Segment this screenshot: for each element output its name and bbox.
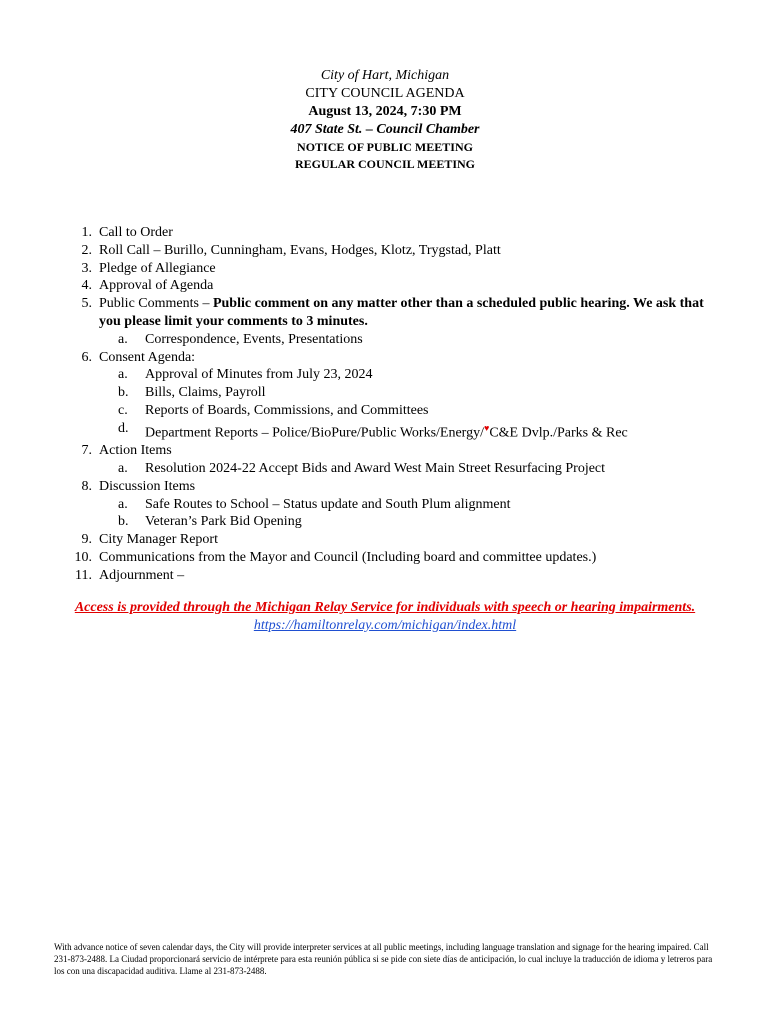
subitem-letter: a. [118,496,128,512]
item-text: Roll Call – Burillo, Cunningham, Evans, Hodges, Klotz, Trygstad, Platt [99,242,501,258]
agenda-item [72,242,722,260]
item-number: 4. [81,278,92,294]
agenda-item [72,349,722,367]
relay-service-notice [60,599,710,635]
item-number: 6. [81,349,92,365]
interpreter-footer: With advance notice of seven calendar days, the City will provide interpreter services at all public meetings, including language translation and signage for the hearing impaired. Call 231-873-2488. La Ciudad proporcionará servicio de intérprete para esta reunión pública si se pide con siete días de anticipación, lo cual incluye la traducción de idioma y letreros para los con una discapacidad auditiva. Llame al 231-873-2488. [54,942,713,976]
item-number: 8. [81,478,92,494]
agenda-item [72,277,722,295]
notice-label: NOTICE OF PUBLIC MEETING [297,140,473,154]
agenda-item [72,442,722,460]
item-number: 2. [81,242,92,258]
agenda-subitem [72,384,722,402]
item-text: Pledge of Allegiance [99,260,216,276]
item-text: City Manager Report [99,532,218,548]
subitem-text: Bills, Claims, Payroll [145,385,266,401]
subitem-text: Correspondence, Events, Presentations [145,331,363,347]
agenda-item [72,295,722,331]
item-number: 11. [75,567,92,583]
subitem-letter: a. [118,367,128,383]
agenda-item [72,549,722,567]
item-number: 3. [81,260,92,276]
subitem-letter: a. [118,461,128,477]
relay-service-link[interactable]: https://hamiltonrelay.com/michigan/index.html [253,618,517,633]
meeting-location: 407 State St. – Council Chamber [290,122,480,137]
subitem-letter: b. [118,514,129,530]
meeting-type: REGULAR COUNCIL MEETING [294,157,476,171]
subitem-text: Approval of Minutes from July 23, 2024 [145,367,373,383]
document-title: CITY COUNCIL AGENDA [305,86,465,101]
agenda-subitem [72,331,722,349]
agenda-list [72,224,722,585]
item-number: 10. [74,550,92,565]
item-text: Consent Agenda: [99,349,196,365]
subitem-text: Department Reports – Police/BioPure/Public Works/Energy/ [145,425,484,441]
heart-icon: ♥ [483,422,490,433]
subitem-text: Veteran’s Park Bid Opening [145,514,302,530]
agenda-subitem [72,496,722,514]
agenda-subitem [72,366,722,384]
meeting-date: August 13, 2024, 7:30 PM [308,104,462,119]
subitem-text: Safe Routes to School – Status update and South Plum alignment [145,496,511,512]
agenda-subitem [72,460,722,478]
agenda-item [72,567,722,585]
item-number: 1. [81,225,92,240]
item-number: 7. [81,443,92,459]
city-name: City of Hart, Michigan [320,68,450,83]
agenda-subitem [72,513,722,531]
agenda-item [72,531,722,549]
agenda-subitem [72,402,722,420]
relay-service-text: Access is provided through the Michigan Relay Service for individuals with speech or hearing impairments. [74,600,696,615]
agenda-item [72,260,722,278]
subitem-text: Reports of Boards, Commissions, and Committees [145,402,429,418]
subitem-letter: b. [118,385,129,401]
item-text: Communications from the Mayor and Council (Including board and committee updates.) [99,550,597,565]
item-text: Approval of Agenda [99,278,214,294]
agenda-subitem [72,420,722,442]
agenda-header [0,67,770,173]
subitem-letter: d. [118,420,129,436]
agenda-item [72,478,722,496]
item-text: Adjournment – [99,567,185,583]
public-comment-note: Public comment on any matter other than a scheduled public hearing. We ask that you please limit your comments to 3 minutes. [99,296,704,329]
subitem-letter: a. [118,331,128,347]
agenda-item [72,224,722,242]
item-number: 5. [81,296,92,312]
item-text: Discussion Items [99,478,196,494]
subitem-text: Resolution 2024-22 Accept Bids and Award West Main Street Resurfacing Project [145,461,606,477]
subitem-letter: c. [118,402,128,418]
item-number: 9. [81,532,92,548]
item-text: Public Comments – [99,296,213,312]
subitem-text-cont: C&E Dvlp./Parks & Rec [489,425,628,441]
item-text: Call to Order [99,225,173,240]
item-text: Action Items [99,443,172,459]
